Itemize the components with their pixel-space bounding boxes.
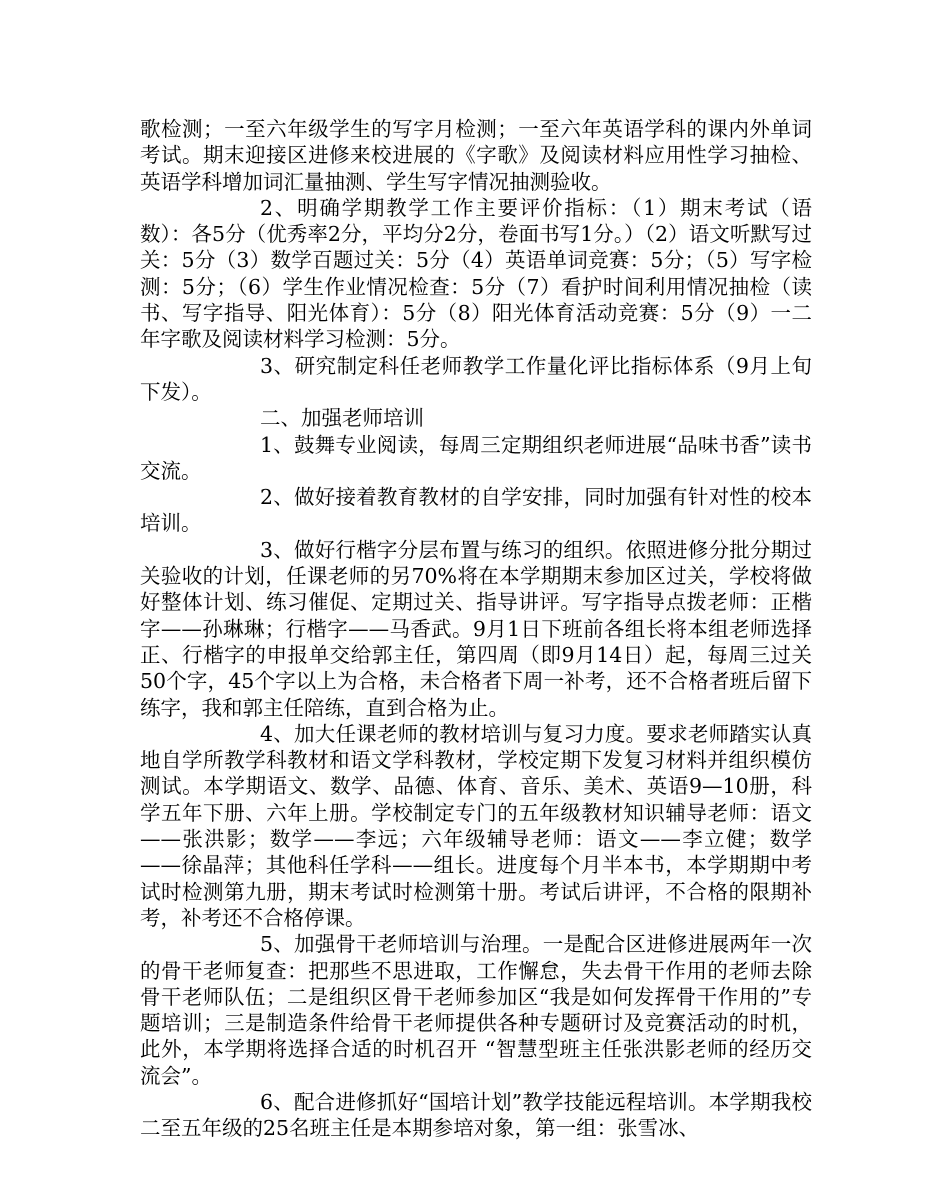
paragraph-8: 4、加大任课老师的教材培训与复习力度。要求老师踏实认真地自学所教学科教材和语文学科教材，学校定期下发复习材料并组织模仿测试。本学期语文、数学、品德、体育、音乐、美术、英语9—10册，科学五年下册、六年上册。学校制定专门的五年级教材知识辅导老师：语文——张洪影；数学——李远；六年级辅导老师：语文——李立健；数学——徐晶萍；其他科任学科——组长。进度每个月半本书，本学期期中考试时检测第九册，期末考试时检测第十册。考试后讲评，不合格的限期补考，补考还不合格停课。	[140, 721, 812, 930]
paragraph-2: 2、明确学期教学工作主要评价指标：（1）期末考试（语数）：各5分（优秀率2分，平均分2分，卷面书写1分。）（2）语文听默写过关：5分（3）数学百题过关：5分（4）英语单词竞赛：5分；（5）写字检测：5分；（6）学生作业情况检查：5分（7）看护时间利用情况抽检（读书、写字指导、阳光体育）：5分（8）阳光体育活动竞赛：5分（9）一二年字歌及阅读材料学习检测：5分。	[140, 195, 812, 352]
paragraph-7: 3、做好行楷字分层布置与练习的组织。依照进修分批分期过关验收的计划，任课老师的另70%将在本学期期末参加区过关，学校将做好整体计划、练习催促、定期过关、指导讲评。写字指导点拨老师：正楷字——孙琳琳；行楷字——马香武。9月1日下班前各组长将本组老师选择正、行楷字的申报单交给郭主任，第四周（即9月14日）起，每周三过关50个字，45个字以上为合格，未合格者下周一补考，还不合格者班后留下练字，我和郭主任陪练，直到合格为止。	[140, 537, 812, 720]
document-page	[140, 116, 812, 1142]
paragraph-3: 3、研究制定科任老师教学工作量化评比指标体系（9月上旬下发）。	[140, 353, 812, 404]
paragraph-6: 2、做好接着教育教材的自学安排，同时加强有针对性的校本培训。	[140, 485, 812, 536]
paragraph-9: 5、加强骨干老师培训与治理。一是配合区进修进展两年一次的骨干老师复查：把那些不思进取，工作懈怠，失去骨干作用的老师去除骨干老师队伍；二是组织区骨干老师参加区“我是如何发挥骨干作用的”专题培训；三是制造条件给骨干老师提供各种专题研讨及竞赛活动的时机，此外，本学期将选择合适的时机召开 “智慧型班主任张洪影老师的经历交流会”。	[140, 932, 812, 1088]
paragraph-5: 1、鼓舞专业阅读，每周三定期组织老师进展“品味书香”读书交流。	[140, 432, 812, 483]
paragraph-1: 歌检测；一至六年级学生的写字月检测；一至六年英语学科的课内外单词考试。期末迎接区进修来校进展的《字歌》及阅读材料应用性学习抽检、英语学科增加词汇量抽测、学生写字情况抽测验收。	[140, 117, 812, 194]
paragraph-10: 6、配合进修抓好“国培计划”教学技能远程培训。本学期我校二至五年级的25名班主任是本期参培对象，第一组：张雪冰、	[140, 1089, 812, 1141]
section-heading-teacher-training: 二、加强老师培训	[260, 406, 424, 431]
